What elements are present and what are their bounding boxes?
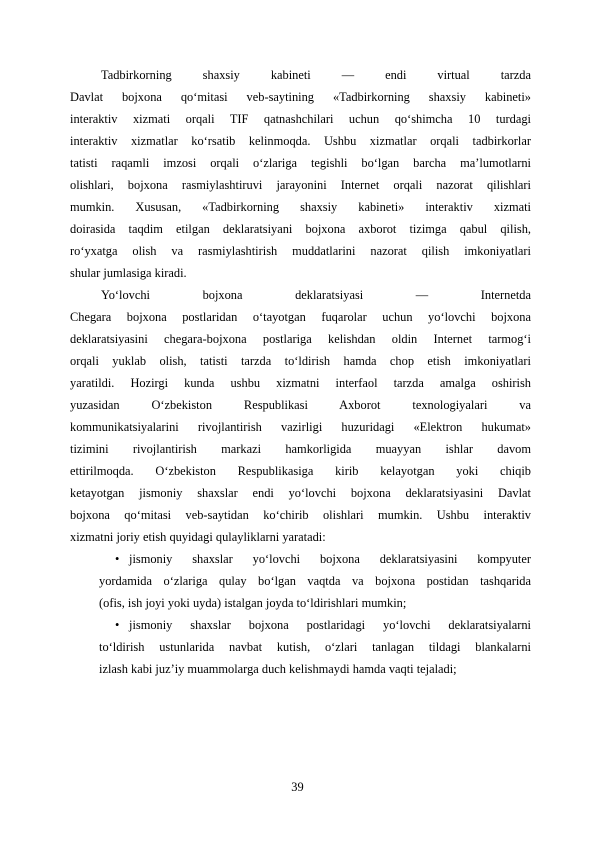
- bullet-text: jismoniy shaxslar bojxona postlaridagi yo‘lovchi deklaratsiyalarni: [129, 618, 531, 632]
- text-line: kommunikatsiyalarini rivojlantirish vazirligi huzuridagi «Elektron hukumat»: [70, 420, 531, 434]
- text-line: ketayotgan jismoniy shaxslar endi yo‘lovchi bojxona deklaratsiyasini Davlat: [70, 486, 531, 500]
- bullet-icon: •: [115, 552, 120, 566]
- text-line: xizmatni joriy etish quyidagi qulayliklarni yaratadi:: [70, 530, 326, 544]
- text-line: tizimini rivojlantirish markazi hamkorligida muayyan ishlar davom: [70, 442, 531, 456]
- text-line: doirasida taqdim etilgan deklaratsiyani bojxona axborot tizimga qabul qilish,: [70, 222, 531, 236]
- text-line: shular jumlasiga kiradi.: [70, 266, 187, 280]
- text-line: yordamida o‘zlariga qulay bo‘lgan vaqtda va bojxona postidan tashqarida: [99, 574, 531, 588]
- text-line: deklaratsiyasini chegara-bojxona postlariga kelishdan oldin Internet tarmog‘i: [70, 332, 531, 346]
- text-line: tatisti raqamli imzosi orqali o‘zlariga tegishli bo‘lgan barcha ma’lumotlarni: [70, 156, 531, 170]
- text-line: izlash kabi juz’iy muammolarga duch kelishmaydi hamda vaqti tejaladi;: [99, 662, 457, 676]
- paragraph-passenger-declaration: [70, 284, 531, 548]
- text-line: ro‘yxatga olish va rasmiylashtirish muddatlarini nazorat qilish imkoniyatlari: [70, 244, 531, 258]
- bullet-first-line: [70, 548, 531, 570]
- text-line: to‘ldirish ustunlarida navbat kutish, o‘zlari tanlagan tildagi blankalarni: [99, 640, 531, 654]
- paragraph-personal-cabinet: [70, 64, 531, 284]
- text-line: Tadbirkorning shaxsiy kabineti — endi virtual tarzda: [101, 68, 531, 82]
- text-line: yaratildi. Hozirgi kunda ushbu xizmatni interfaol tarzda amalga oshirish: [70, 376, 531, 390]
- text-line: orqali yuklab olish, tatisti tarzda to‘ldirish hamda chop etish imkoniyatlari: [70, 354, 531, 368]
- text-line: Chegara bojxona postlaridan o‘tayotgan fuqarolar uchun yo‘lovchi bojxona: [70, 310, 531, 324]
- text-line: interaktiv xizmati orqali TIF qatnashchilari uchun qo‘shimcha 10 turdagi: [70, 112, 531, 126]
- text-line: interaktiv xizmatlar ko‘rsatib kelinmoqda. Ushbu xizmatlar orqali tadbirkorlar: [70, 134, 531, 148]
- bullet-icon: •: [115, 618, 120, 632]
- document-page: [70, 64, 531, 680]
- text-line: (ofis, ish joyi yoki uyda) istalgan joyda to‘ldirishlari mumkin;: [99, 596, 407, 610]
- text-line: yuzasidan O‘zbekiston Respublikasi Axborot texnologiyalari va: [70, 398, 531, 412]
- bullet-item: [70, 614, 531, 680]
- text-line: olishlari, bojxona rasmiylashtiruvi jarayonini Internet orqali nazorat qilishlari: [70, 178, 531, 192]
- text-line: Yo‘lovchi bojxona deklaratsiyasi — Internetda: [101, 288, 531, 302]
- bullet-first-line: [70, 614, 531, 636]
- text-line: ettirilmoqda. O‘zbekiston Respublikasiga kirib kelayotgan yoki chiqib: [70, 464, 531, 478]
- text-line: Davlat bojxona qo‘mitasi veb-saytining «Tadbirkorning shaxsiy kabineti»: [70, 90, 531, 104]
- bullet-text: jismoniy shaxslar yo‘lovchi bojxona deklaratsiyasini kompyuter: [129, 552, 531, 566]
- text-line: bojxona qo‘mitasi veb-saytidan ko‘chirib olishlari mumkin. Ushbu interaktiv: [70, 508, 531, 522]
- page-number: 39: [291, 780, 304, 794]
- bullet-item: [70, 548, 531, 614]
- text-line: mumkin. Xususan, «Tadbirkorning shaxsiy kabineti» interaktiv xizmati: [70, 200, 531, 214]
